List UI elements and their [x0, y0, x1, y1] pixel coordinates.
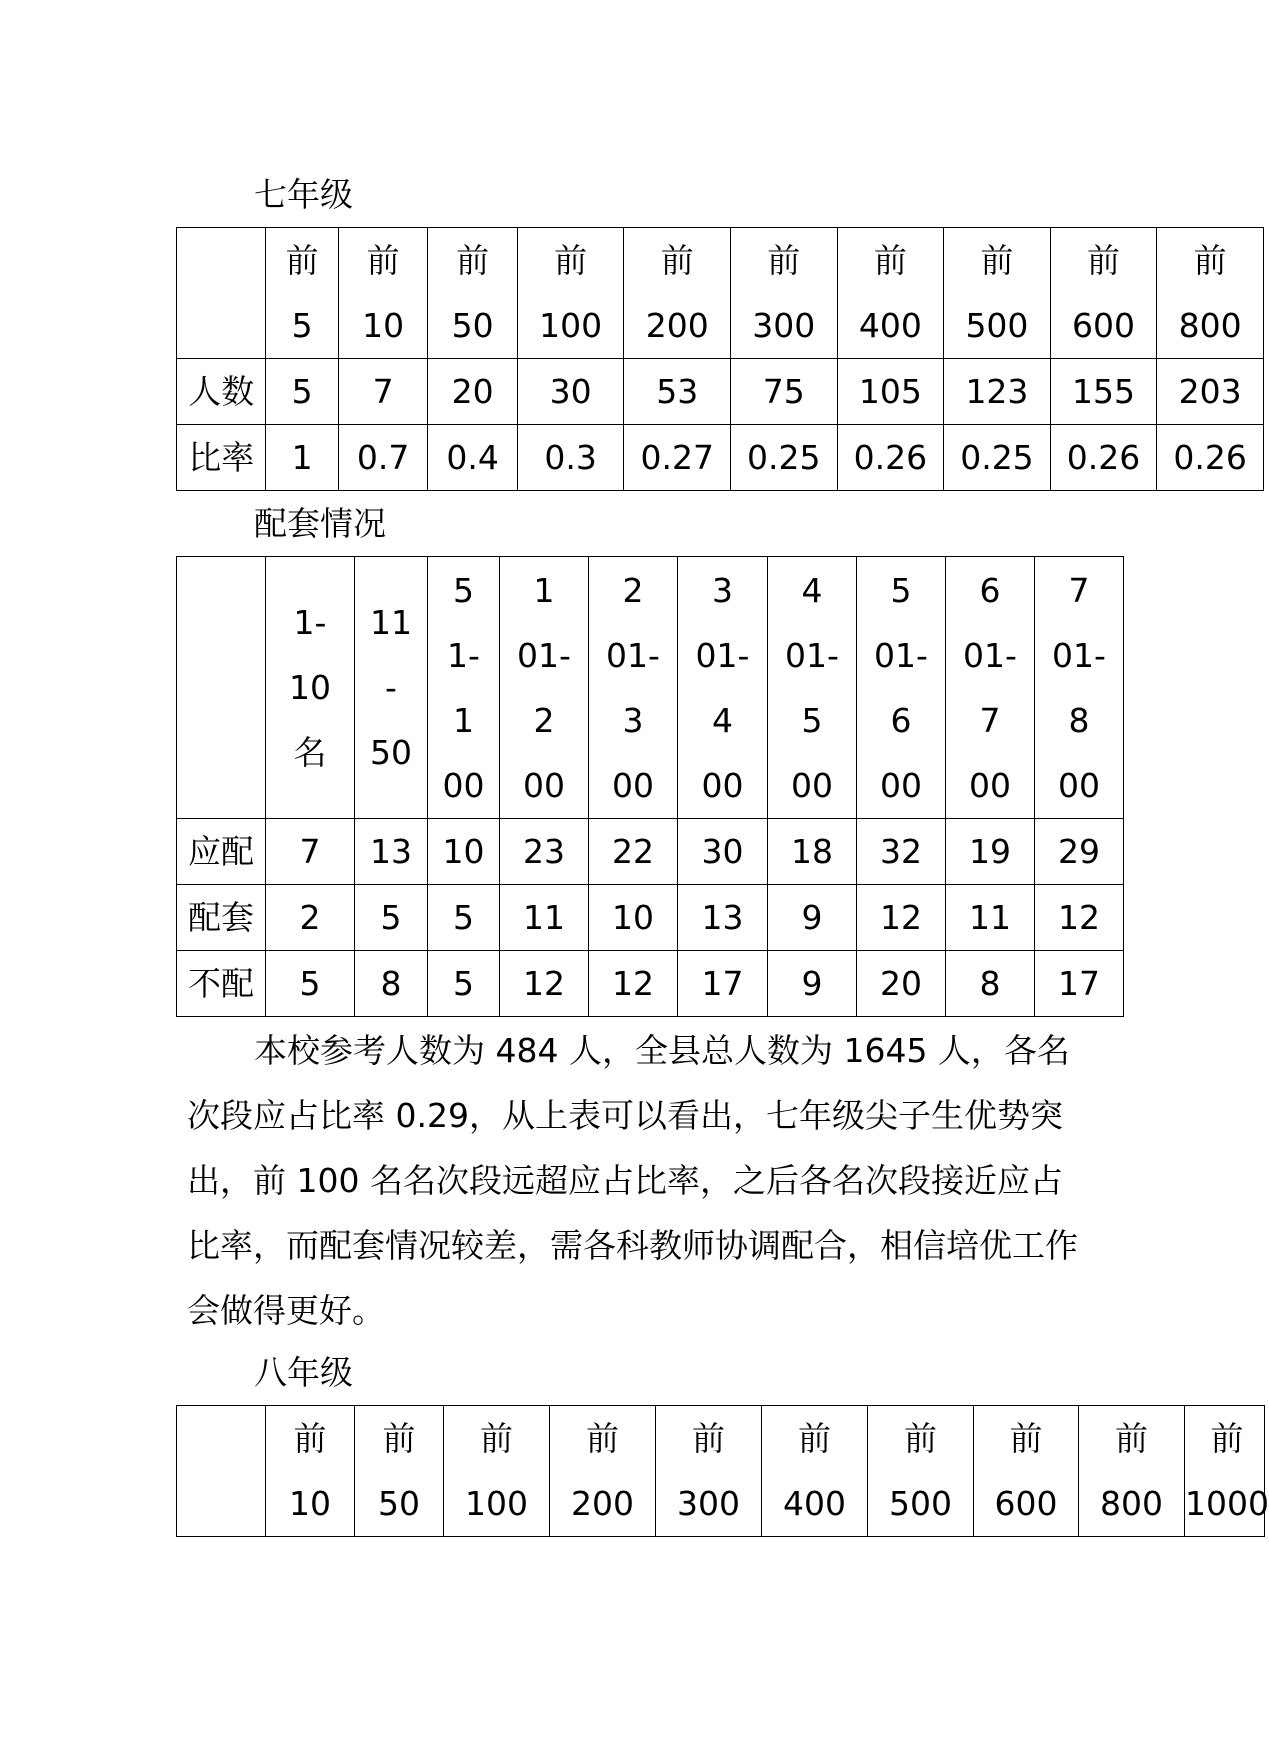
table-cell: 17 — [1035, 951, 1124, 1017]
table-cell: 23 — [500, 819, 589, 885]
grade7-table — [176, 227, 1264, 491]
grade8-header-cell: 前 500 — [868, 1406, 974, 1537]
matching-header-cell: 3 01- 4 00 — [678, 557, 768, 819]
row-label: 应配 — [177, 819, 266, 885]
table-cell: 53 — [624, 359, 731, 425]
table-cell: 12 — [857, 885, 946, 951]
grade8-header-cell: 前 10 — [266, 1406, 355, 1537]
table-cell: 0.7 — [338, 425, 427, 491]
grade7-header-cell: 前 50 — [428, 228, 517, 359]
matching-header-cell: 5 01- 6 00 — [857, 557, 946, 819]
table-cell: 10 — [589, 885, 678, 951]
table-cell: 5 — [266, 951, 355, 1017]
matching-header-cell: 2 01- 3 00 — [589, 557, 678, 819]
grade8-header-row — [177, 1406, 1265, 1537]
grade7-header-cell: 前 5 — [266, 228, 338, 359]
table-cell: 0.25 — [731, 425, 838, 491]
matching-header-cell: 1- 10 名 — [266, 557, 355, 819]
matching-header-cell: 7 01- 8 00 — [1035, 557, 1124, 819]
table-cell: 105 — [837, 359, 944, 425]
grade7-header-row — [177, 228, 1264, 359]
table-cell: 11 — [500, 885, 589, 951]
grade7-header-cell: 前 400 — [837, 228, 944, 359]
matching-unmatched-row — [177, 951, 1124, 1017]
table-cell: 0.26 — [1157, 425, 1264, 491]
table-cell: 9 — [768, 885, 857, 951]
summary-paragraph: 本校参考人数为 484 人，全县总人数为 1645 人，各名次段应占比率 0.29，从上表可以看出，七年级尖子生优势突出，前 100 名名次段远超应占比率，之后各名次段接近应占比率，而配套情况较差，需各科教师协调配合，相信培优工作会做得更好。 — [187, 1031, 1078, 1330]
grade7-header-cell: 前 200 — [624, 228, 731, 359]
grade7-header-cell: 前 100 — [517, 228, 624, 359]
grade8-header-cell: 前 400 — [762, 1406, 868, 1537]
grade8-header-cell: 前 1000 — [1185, 1406, 1265, 1537]
grade7-corner-cell — [177, 228, 266, 359]
table-cell: 203 — [1157, 359, 1264, 425]
table-cell: 0.3 — [517, 425, 624, 491]
grade8-table — [176, 1405, 1269, 1537]
table-cell: 19 — [946, 819, 1035, 885]
matching-header-cell: 6 01- 7 00 — [946, 557, 1035, 819]
table-cell: 123 — [944, 359, 1051, 425]
grade8-header-cell: 前 800 — [1079, 1406, 1185, 1537]
grade7-ratio-row — [177, 425, 1264, 491]
table-cell: 22 — [589, 819, 678, 885]
matching-header-cell: 4 01- 5 00 — [768, 557, 857, 819]
row-label: 配套 — [177, 885, 266, 951]
table-cell: 5 — [428, 885, 500, 951]
matching-corner-cell — [177, 557, 266, 819]
row-label: 比率 — [177, 425, 266, 491]
table-cell: 0.26 — [1050, 425, 1157, 491]
grade8-header-cell: 前 50 — [355, 1406, 444, 1537]
table-cell: 12 — [589, 951, 678, 1017]
table-cell: 30 — [517, 359, 624, 425]
table-cell: 11 — [946, 885, 1035, 951]
table-cell: 75 — [731, 359, 838, 425]
table-cell: 0.4 — [428, 425, 517, 491]
matching-matched-row — [177, 885, 1124, 951]
table-cell: 8 — [946, 951, 1035, 1017]
grade7-heading: 七年级 — [254, 175, 353, 214]
table-cell: 30 — [678, 819, 768, 885]
matching-header-cell: 5 1- 1 00 — [428, 557, 500, 819]
grade8-header-cell: 前 600 — [974, 1406, 1079, 1537]
table-cell: 13 — [355, 819, 428, 885]
table-cell: 1 — [266, 425, 338, 491]
table-cell: 0.25 — [944, 425, 1051, 491]
grade8-header-cell: 前 100 — [444, 1406, 550, 1537]
matching-should-row — [177, 819, 1124, 885]
table-cell: 8 — [355, 951, 428, 1017]
grade7-count-row — [177, 359, 1264, 425]
matching-header-cell: 11 - 50 — [355, 557, 428, 819]
matching-header-row — [177, 557, 1124, 819]
table-cell: 13 — [678, 885, 768, 951]
grade7-header-cell: 前 300 — [731, 228, 838, 359]
grade8-header-cell: 前 200 — [550, 1406, 656, 1537]
table-cell: 2 — [266, 885, 355, 951]
grade7-header-cell: 前 500 — [944, 228, 1051, 359]
row-label: 人数 — [177, 359, 266, 425]
table-cell: 18 — [768, 819, 857, 885]
table-cell: 12 — [500, 951, 589, 1017]
table-cell: 7 — [266, 819, 355, 885]
table-cell: 7 — [338, 359, 427, 425]
table-cell: 20 — [857, 951, 946, 1017]
table-cell: 12 — [1035, 885, 1124, 951]
grade8-heading: 八年级 — [254, 1353, 353, 1392]
matching-heading: 配套情况 — [254, 504, 386, 543]
table-cell: 17 — [678, 951, 768, 1017]
grade7-header-cell: 前 10 — [338, 228, 427, 359]
table-cell: 32 — [857, 819, 946, 885]
table-cell: 155 — [1050, 359, 1157, 425]
grade8-header-cell: 前 300 — [656, 1406, 762, 1537]
table-cell: 9 — [768, 951, 857, 1017]
grade8-corner-cell — [177, 1406, 266, 1537]
table-cell: 10 — [428, 819, 500, 885]
table-cell: 0.27 — [624, 425, 731, 491]
table-cell: 5 — [266, 359, 338, 425]
grade7-header-cell: 前 600 — [1050, 228, 1157, 359]
table-cell: 5 — [428, 951, 500, 1017]
matching-table — [176, 556, 1124, 1017]
table-cell: 29 — [1035, 819, 1124, 885]
table-cell: 20 — [428, 359, 517, 425]
grade7-header-cell: 前 800 — [1157, 228, 1264, 359]
row-label: 不配 — [177, 951, 266, 1017]
table-cell: 5 — [355, 885, 428, 951]
table-cell: 0.26 — [837, 425, 944, 491]
matching-header-cell: 1 01- 2 00 — [500, 557, 589, 819]
